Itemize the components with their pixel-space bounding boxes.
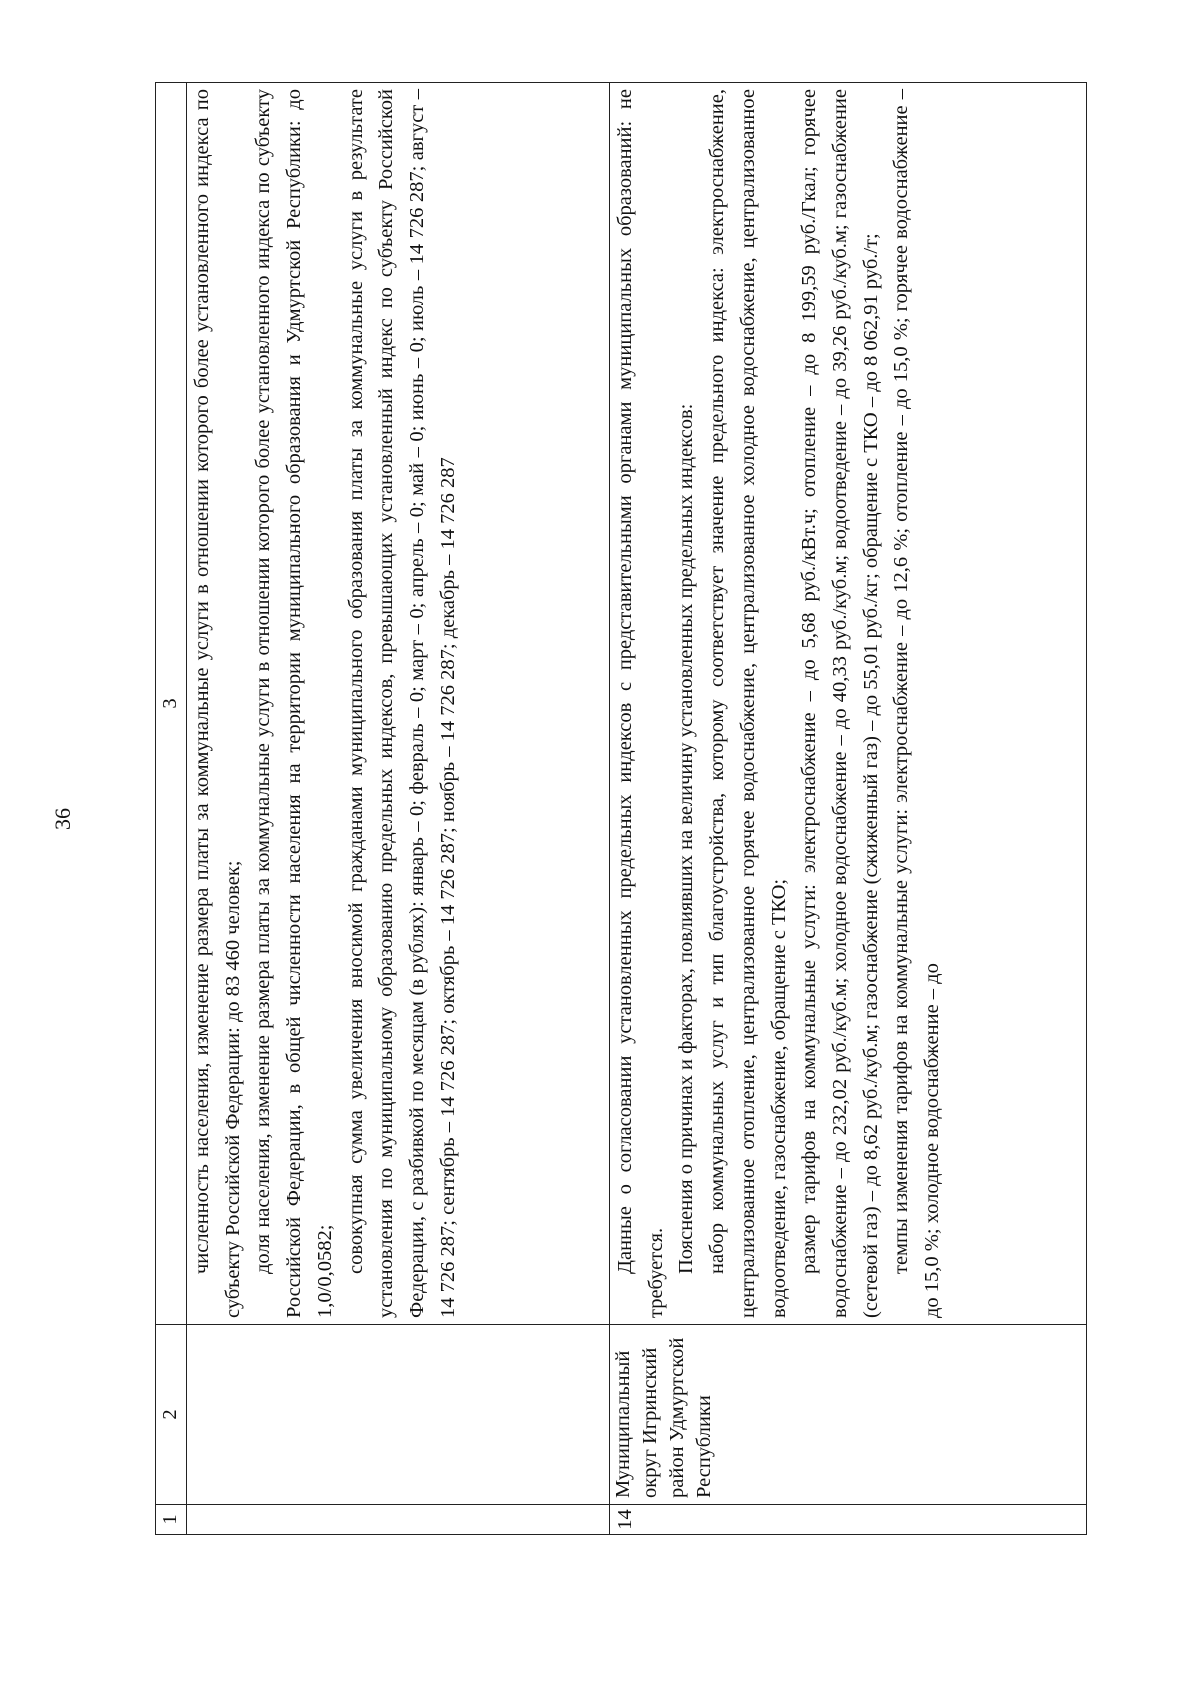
table-row-continued <box>187 83 610 1535</box>
population-paragraph: численность населения, изменение размера платы за коммунальные услуги в отношении которого более установленного индекса по субъекту Российской Федерации: до 83 460 человек; <box>191 89 244 1318</box>
reasons-heading-paragraph: Пояснения о причинах и факторах, повлиявших на величину установленных предельных индексов: <box>675 403 698 1274</box>
services-set-paragraph: набор коммунальных услуг и тип благоустройства, которому соответствует значение предельного индекса: электроснабжение, централизованное отопление, централизованное горячее водоснабжение, централизованное холодное водоснабжение, централизованное водоотведение, газоснабжение, обращение с ТКО; <box>706 89 790 1318</box>
details-cell <box>610 83 1087 1325</box>
header-col-1: 1 <box>156 1505 187 1535</box>
total-increase-paragraph: совокупная сумма увеличения вносимой гражданами муниципального образования платы за коммунальные услуги в результате установления по муниципальному образованию предельных индексов, превышающих установленный индекс по субъекту Российской Федерации, с разбивкой по месяцам (в рублях): январь – 0; февраль – 0; март – 0; апрель – 0; май – 0; июнь – 0; июль – 14 726 287; август – 14 726 287; сентябрь – 14 726 287; октябрь – 14 726 287; ноябрь – 14 726 287; декабрь – 14 726 287 <box>344 89 459 1318</box>
rotated-table-sheet <box>155 83 1085 1535</box>
table-header-row <box>156 83 187 1535</box>
approval-paragraph: Данные о согласовании установленных предельных индексов с представительными органами муниципальных образований: не требуется. <box>614 89 667 1318</box>
population-share-paragraph: доля населения, изменение размера платы за коммунальные услуги в отношении которого более установленного индекса по субъекту Российской Федерации, в общей численности населения на территории муниципального образования и Удмуртской Республики: до 1,0/0,0582; <box>252 89 336 1318</box>
details-cell <box>187 83 610 1325</box>
table-row-14 <box>610 83 1087 1535</box>
indices-table <box>155 82 1087 1535</box>
page-number: 36 <box>50 808 75 830</box>
row-number-cell: 14 <box>610 1505 1087 1535</box>
municipality-name-cell: Муниципальный округ Игринский район Удмуртской Республики <box>610 1325 1087 1505</box>
header-col-2: 2 <box>156 1325 187 1505</box>
tariff-sizes-paragraph: размер тарифов на коммунальные услуги: электроснабжение – до 5,68 руб./кВт.ч; отопление – до 8 199,59 руб./Гкал; горячее водоснабжение – до 232,02 руб./куб.м; холодное водоснабжение – до 40,33 руб./куб.м; водоотведение – до 39,26 руб./куб.м; газоснабжение (сетевой газ) – до 8,62 руб./куб.м; газоснабжение (сжиженный газ) – до 55,01 руб./кг; обращение с ТКО – до 8 062,91 руб./т; <box>798 89 882 1318</box>
tariff-growth-paragraph: темпы изменения тарифов на коммунальные услуги: электроснабжение – до 12,6 %; отопление – до 15,0 %; горячее водоснабжение – до 15,0 %; холодное водоснабжение – до <box>890 89 944 1318</box>
row-number-cell <box>187 1505 610 1535</box>
header-col-3: 3 <box>156 83 187 1325</box>
municipality-name-cell <box>187 1325 610 1505</box>
